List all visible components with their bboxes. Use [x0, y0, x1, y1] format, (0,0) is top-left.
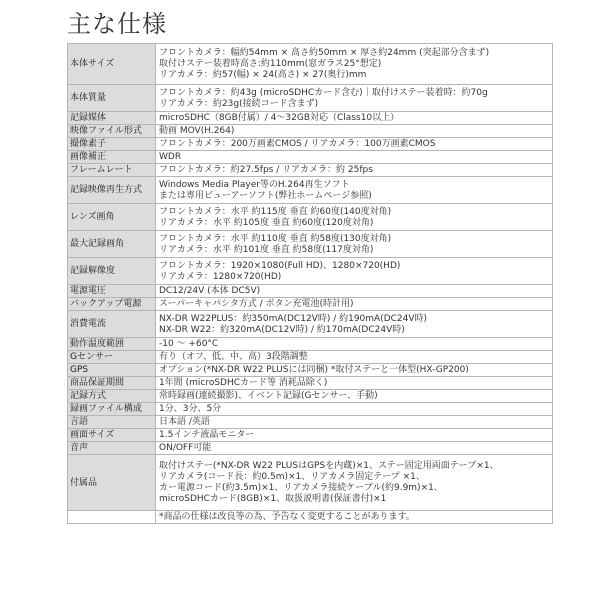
spec-label: 映像ファイル形式 [68, 125, 156, 138]
spec-row [68, 455, 553, 511]
spec-value-line: リアカメラ：1280×720(HD) [159, 271, 282, 282]
spec-label: 本体サイズ [68, 44, 156, 85]
spec-label: 電源電圧 [68, 285, 156, 298]
note-row [68, 511, 553, 524]
spec-value-line: リアカメラ：約23g(接続コード含まず) [159, 98, 319, 109]
spec-row [68, 403, 553, 416]
spec-label: 最大記録画角 [68, 231, 156, 258]
spec-value [156, 138, 553, 151]
spec-row [68, 204, 553, 231]
spec-value [156, 285, 553, 298]
spec-row [68, 85, 553, 112]
spec-label: Gセンサー [68, 351, 156, 364]
spec-value [156, 231, 553, 258]
spec-label: バックアップ電源 [68, 298, 156, 311]
spec-value-line: microSDHCカード(8GB)×1、取扱説明書(保証書付)×1 [159, 493, 387, 504]
spec-value [156, 338, 553, 351]
spec-label: 言語 [68, 416, 156, 429]
spec-row [68, 377, 553, 390]
spec-value-line: 日本語 /英語 [159, 417, 210, 428]
spec-label: 音声 [68, 442, 156, 455]
spec-row [68, 285, 553, 298]
spec-label: 画面サイズ [68, 429, 156, 442]
spec-value [156, 311, 553, 338]
spec-label: 記録方式 [68, 390, 156, 403]
spec-value-line: -10 〜 +60°C [159, 339, 219, 350]
spec-value [156, 351, 553, 364]
page-title: 主な仕様 [67, 10, 167, 38]
spec-note: *商品の仕様は改良等の為、予告なく変更することがあります。 [156, 511, 553, 524]
spec-value-line: または専用ビューアーソフト(弊社ホームページ参照) [159, 190, 372, 201]
spec-value-line: フロントカメラ：幅約54mm × 高さ約50mm × 厚さ約24mm (突起部分含まず) [159, 48, 490, 59]
spec-value-line: ON/OFF可能 [159, 443, 212, 454]
spec-row [68, 177, 553, 204]
spec-label: フレームレート [68, 164, 156, 177]
spec-value-line: フロントカメラ：約43g (microSDHCカード含む)｜取付けステー装着時：約70g [159, 87, 488, 98]
spec-value-line: フロントカメラ：約27.5fps / リアカメラ：約 25fps [159, 165, 373, 176]
spec-value [156, 204, 553, 231]
spec-value [156, 164, 553, 177]
spec-value-line: オプション(*NX-DR W22 PLUSには同梱) *取付ステーと一体型(HX-GP200) [159, 365, 469, 376]
spec-value [156, 442, 553, 455]
spec-value-line: WDR [159, 152, 182, 163]
spec-row [68, 338, 553, 351]
spec-row [68, 429, 553, 442]
spec-row [68, 44, 553, 85]
spec-value-line: microSDHC（8GB付属）/ 4〜32GB対応（Class10以上） [159, 113, 400, 124]
spec-label: レンズ画角 [68, 204, 156, 231]
spec-label: 商品保証期間 [68, 377, 156, 390]
spec-table [67, 43, 553, 524]
spec-value-line: リアカメラ：水平 約101度 垂直 約58度(117度対角) [159, 244, 374, 255]
spec-value-line: DC12/24V (本体 DC5V) [159, 286, 261, 297]
spec-value [156, 416, 553, 429]
spec-row [68, 164, 553, 177]
spec-value-line: 1年間 (microSDHCカード等 消耗品除く) [159, 378, 328, 389]
note-label-empty [68, 511, 156, 524]
spec-value [156, 125, 553, 138]
spec-row [68, 364, 553, 377]
spec-row [68, 138, 553, 151]
spec-value [156, 258, 553, 285]
spec-label: 記録媒体 [68, 112, 156, 125]
spec-value-line: フロントカメラ：200万画素CMOS / リアカメラ：100万画素CMOS [159, 139, 436, 150]
spec-row [68, 298, 553, 311]
spec-value-line: フロントカメラ：水平 約115度 垂直 約60度(140度対角) [159, 206, 392, 217]
spec-value-line: カー電源コード(約3.5m)×1、リアカメラ接続ケーブル(約9.9m)×1、 [159, 483, 443, 493]
spec-row [68, 351, 553, 364]
spec-value-line: 1分、3分、5分 [159, 404, 222, 415]
spec-value-line: リアカメラ：約57(幅) × 24(高さ) × 27(奥行)mm [159, 69, 367, 80]
spec-row [68, 416, 553, 429]
spec-row [68, 442, 553, 455]
spec-row [68, 125, 553, 138]
spec-value [156, 177, 553, 204]
spec-value [156, 85, 553, 112]
spec-value [156, 112, 553, 125]
spec-value [156, 377, 553, 390]
spec-value-line: Windows Media Player等のH.264再生ソフト [159, 179, 350, 190]
spec-value-line: 1.5インチ液晶モニター [159, 430, 255, 441]
spec-label: 画像補正 [68, 151, 156, 164]
spec-label: GPS [68, 364, 156, 377]
spec-label: 本体質量 [68, 85, 156, 112]
spec-label: 付属品 [68, 455, 156, 511]
spec-value-line: リアカメラ(コード長：約0.5m)×1、リアカメラ固定テープ ×1、 [159, 472, 425, 483]
spec-value-line: NX-DR W22：約320mA(DC12V時) / 約170mA(DC24V時) [159, 324, 405, 335]
spec-value [156, 455, 553, 511]
spec-label: 動作温度範囲 [68, 338, 156, 351]
spec-value-line: NX-DR W22PLUS：約350mA(DC12V時) / 約190mA(DC24V時) [159, 313, 428, 324]
spec-label: 記録解像度 [68, 258, 156, 285]
spec-value [156, 390, 553, 403]
spec-value [156, 298, 553, 311]
spec-value-line: 取付けステー装着時高さ:約110mm(窓ガラス25°想定) [159, 59, 382, 70]
spec-value-line: 有り（オフ、低、中、高）3段階調整 [159, 352, 308, 363]
spec-value [156, 364, 553, 377]
spec-row [68, 258, 553, 285]
spec-value-line: リアカメラ：水平 約105度 垂直 約60度(120度対角) [159, 217, 374, 228]
spec-row [68, 151, 553, 164]
spec-row [68, 112, 553, 125]
spec-value-line: スーパーキャパシタ方式 / ボタン充電池(時計用) [159, 299, 354, 310]
spec-row [68, 311, 553, 338]
spec-value-line: 常時録画(連続撮影)、イベント記録(Gセンサー、手動) [159, 391, 378, 402]
spec-value-line: フロントカメラ：1920×1080(Full HD)、1280×720(HD) [159, 260, 401, 271]
spec-value [156, 429, 553, 442]
spec-value-line: 取付けステー(*NX-DR W22 PLUSはGPSを内蔵)×1、ステー固定用両面テープ×1、 [159, 461, 499, 472]
spec-label: 消費電流 [68, 311, 156, 338]
spec-value [156, 151, 553, 164]
spec-label: 記録映像再生方式 [68, 177, 156, 204]
spec-value-line: フロントカメラ：水平 約110度 垂直 約58度(130度対角) [159, 233, 392, 244]
spec-value-line: 動画 MOV(H.264) [159, 126, 235, 137]
spec-label: 撮像素子 [68, 138, 156, 151]
spec-label: 録画ファイル構成 [68, 403, 156, 416]
spec-row [68, 231, 553, 258]
spec-row [68, 390, 553, 403]
spec-value [156, 403, 553, 416]
spec-value [156, 44, 553, 85]
